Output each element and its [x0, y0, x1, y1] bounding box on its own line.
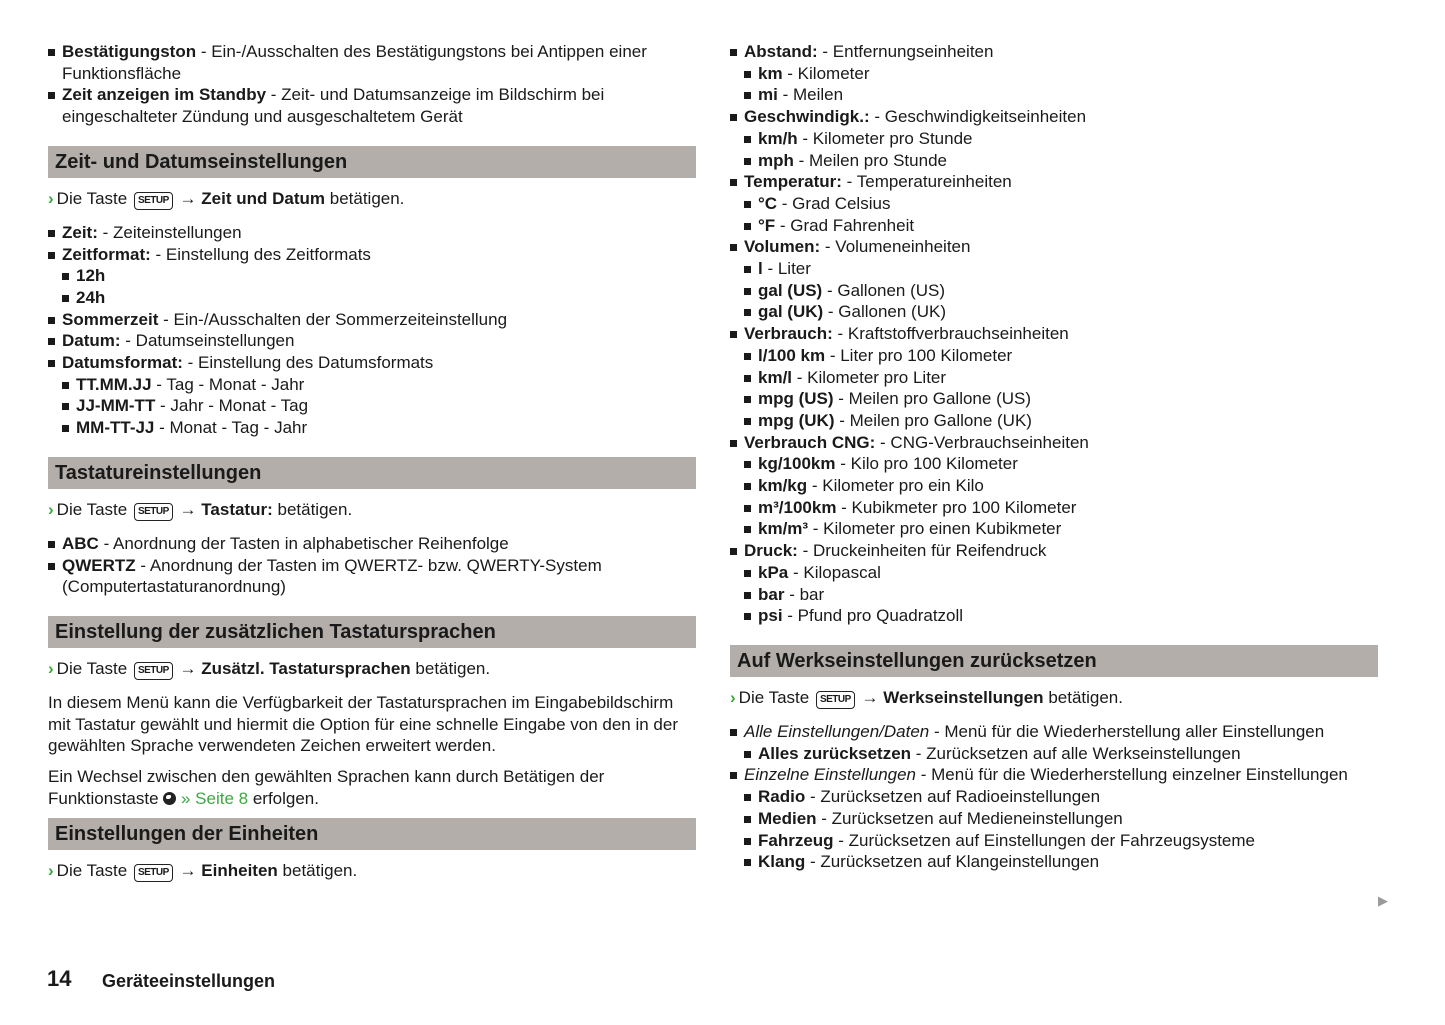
step-arrow: → — [179, 188, 197, 208]
list-item — [62, 287, 696, 309]
item-term: 12h — [76, 266, 106, 286]
list-item — [744, 830, 1378, 852]
list-item — [730, 41, 1378, 63]
bullet-list — [730, 41, 1378, 627]
item-term: Alles zurücksetzen — [758, 743, 912, 763]
item-description: - Kraftstoffverbrauchseinheiten — [832, 324, 1069, 344]
item-description: - Zeit- und Datumsanzeige im Bildschirm bei eingeschalteter Zündung und ausgeschaltetem Gerät — [62, 85, 605, 127]
list-item — [744, 584, 1378, 606]
item-term: Zeit anzeigen im Standby — [62, 85, 267, 105]
instruction-step — [48, 658, 696, 680]
step-arrow-icon: › — [48, 188, 54, 208]
item-term: km/l — [758, 367, 793, 387]
section-heading: Tastatureinstellungen — [48, 457, 696, 489]
item-description: - Kilopascal — [788, 562, 881, 582]
item-term: kg/100km — [758, 454, 836, 474]
item-term: Geschwindigk.: — [744, 107, 870, 127]
page-link[interactable]: » Seite 8 — [176, 788, 249, 808]
item-term: l — [758, 259, 763, 279]
item-term: l/100 km — [758, 345, 826, 365]
item-term: MM-TT-JJ — [76, 418, 155, 438]
item-term: Alle Einstellungen/Daten — [744, 721, 930, 741]
section-heading: Auf Werkseinstellungen zurücksetzen — [730, 645, 1378, 677]
item-description: - Monat - Tag - Jahr — [154, 418, 308, 438]
item-description: - Kilometer pro ein Kilo — [807, 476, 984, 496]
instruction-step — [730, 687, 1378, 709]
list-item — [744, 150, 1378, 172]
step-arrow-icon: › — [730, 687, 736, 707]
item-term: JJ-MM-TT — [76, 396, 156, 416]
list-item — [730, 721, 1378, 743]
step-suffix: betätigen. — [1048, 687, 1123, 707]
list-item — [62, 417, 696, 439]
item-term: mpg (UK) — [758, 410, 835, 430]
step-arrow: → — [179, 861, 197, 881]
item-description: - Zurücksetzen auf Radioeinstellungen — [805, 787, 1101, 807]
item-term: Temperatur: — [744, 172, 842, 192]
list-item — [730, 106, 1378, 128]
step-target: Tastatur: — [201, 499, 273, 519]
item-term: Radio — [758, 787, 806, 807]
step-suffix: betätigen. — [277, 499, 353, 519]
item-term: mpg (US) — [758, 389, 834, 409]
list-item — [744, 345, 1378, 367]
list-item — [744, 84, 1378, 106]
list-item — [744, 808, 1378, 830]
item-description: - Meilen pro Stunde — [793, 150, 947, 170]
item-description: - Datumseinstellungen — [120, 331, 295, 351]
item-term: kPa — [758, 562, 789, 582]
list-item — [48, 533, 696, 555]
list-item — [744, 562, 1378, 584]
step-target: Einheiten — [201, 861, 278, 881]
list-item — [48, 352, 696, 374]
step-arrow-icon: › — [48, 658, 54, 678]
item-description: - Ein-/Ausschalten der Sommerzeiteinstellung — [158, 309, 508, 329]
item-term: psi — [758, 606, 783, 626]
item-term: Volumen: — [744, 237, 821, 257]
item-term: km/h — [758, 128, 798, 148]
setup-key-icon: SETUP — [134, 864, 173, 882]
step-suffix: betätigen. — [282, 861, 358, 881]
item-description: - Menü für die Wiederherstellung aller Einstellungen — [929, 721, 1325, 741]
item-description: - Temperatureinheiten — [841, 172, 1012, 192]
item-description: - Zurücksetzen auf Klangeinstellungen — [805, 852, 1100, 872]
step-prefix: Die Taste — [56, 188, 128, 208]
setup-key-icon: SETUP — [816, 691, 855, 709]
bullet-list — [48, 222, 696, 439]
item-description: - Kilometer pro Stunde — [797, 128, 973, 148]
item-description: - Anordnung der Tasten im QWERTZ- bzw. QWERTY-System (Computertastaturanordnung) — [62, 555, 602, 597]
next-page-arrow-icon[interactable]: ▶ — [1378, 893, 1388, 908]
list-item — [62, 395, 696, 417]
item-description: - Einstellung des Zeitformats — [150, 244, 371, 264]
paragraph-text: Ein Wechsel zwischen den gewählten Sprachen kann durch Betätigen der Funktionstaste — [48, 767, 605, 808]
list-item — [744, 497, 1378, 519]
list-item — [744, 215, 1378, 237]
bullet-list — [48, 533, 696, 598]
item-term: ABC — [62, 533, 99, 553]
list-item — [744, 453, 1378, 475]
item-term: Verbrauch CNG: — [744, 432, 876, 452]
item-term: Zeit: — [62, 222, 98, 242]
item-description: - Menü für die Wiederherstellung einzelner Einstellungen — [916, 765, 1348, 785]
item-term: Bestätigungston — [62, 42, 197, 61]
step-arrow: → — [861, 687, 879, 707]
list-item — [48, 41, 696, 84]
item-term: Druck: — [744, 541, 798, 561]
item-term: Abstand: — [744, 42, 818, 61]
item-description: - Jahr - Monat - Tag — [155, 396, 309, 416]
list-item — [744, 605, 1378, 627]
item-description: - Einstellung des Datumsformats — [182, 353, 434, 373]
item-term: Klang — [758, 852, 806, 872]
list-item — [744, 743, 1378, 765]
section-heading: Einstellungen der Einheiten — [48, 818, 696, 850]
list-item — [48, 309, 696, 331]
item-description: - Liter pro 100 Kilometer — [825, 345, 1013, 365]
step-suffix: betätigen. — [329, 188, 405, 208]
item-description: - Meilen pro Gallone (UK) — [834, 410, 1032, 430]
list-item — [744, 851, 1378, 873]
item-term: m³/100km — [758, 497, 837, 517]
bullet-list — [48, 41, 696, 128]
list-item — [744, 388, 1378, 410]
list-item — [730, 323, 1378, 345]
item-term: °F — [758, 215, 776, 235]
item-description: - Grad Fahrenheit — [775, 215, 915, 235]
item-term: °C — [758, 193, 778, 213]
item-term: QWERTZ — [62, 555, 136, 575]
list-item — [730, 171, 1378, 193]
step-prefix: Die Taste — [56, 499, 128, 519]
instruction-step — [48, 188, 696, 210]
list-item — [744, 475, 1378, 497]
list-item — [730, 236, 1378, 258]
item-term: km/kg — [758, 476, 808, 496]
left-column — [48, 41, 696, 894]
list-item — [48, 222, 696, 244]
paragraph — [48, 692, 696, 757]
item-description: - Gallonen (US) — [822, 280, 946, 300]
item-description: - Kubikmeter pro 100 Kilometer — [836, 497, 1077, 517]
step-arrow: → — [179, 499, 197, 519]
step-prefix: Die Taste — [56, 658, 128, 678]
list-item — [62, 374, 696, 396]
item-description: - Gallonen (UK) — [823, 302, 946, 322]
item-description: - Zeiteinstellungen — [97, 222, 242, 242]
item-description: - Kilometer — [782, 63, 870, 83]
item-term: TT.MM.JJ — [76, 374, 152, 394]
step-target: Zusätzl. Tastatursprachen — [201, 658, 411, 678]
item-description: - Pfund pro Quadratzoll — [782, 606, 964, 626]
item-description: - Anordnung der Tasten in alphabetischer Reihenfolge — [98, 533, 509, 553]
page-number: 14 — [47, 966, 72, 991]
item-term: bar — [758, 584, 785, 604]
item-description: - Kilo pro 100 Kilometer — [835, 454, 1018, 474]
list-item — [48, 555, 696, 598]
item-description: - Meilen — [777, 85, 844, 105]
list-item — [744, 410, 1378, 432]
instruction-step — [48, 860, 696, 882]
item-description: - CNG-Verbrauchseinheiten — [875, 432, 1089, 452]
item-term: km — [758, 63, 783, 83]
item-description: - Druckeinheiten für Reifendruck — [797, 541, 1047, 561]
item-term: gal (UK) — [758, 302, 824, 322]
list-item — [48, 244, 696, 266]
item-description: - Kilometer pro einen Kubikmeter — [808, 519, 1062, 539]
step-suffix: betätigen. — [415, 658, 491, 678]
section-heading: Einstellung der zusätzlichen Tastatursprachen — [48, 616, 696, 648]
item-description: - Meilen pro Gallone (US) — [833, 389, 1032, 409]
chapter-title: Geräteeinstellungen — [102, 971, 276, 991]
item-description: - Ein-/Ausschalten des Bestätigungstons bei Antippen einer Funktionsfläche — [62, 42, 647, 83]
item-term: mph — [758, 150, 794, 170]
item-term: km/m³ — [758, 519, 809, 539]
list-item — [48, 84, 696, 127]
step-target: Werkseinstellungen — [883, 687, 1044, 707]
item-description: - Entfernungseinheiten — [817, 42, 994, 61]
item-description: - Liter — [762, 259, 811, 279]
item-term: gal (US) — [758, 280, 823, 300]
item-term: Datumsformat: — [62, 353, 183, 373]
item-description: - Tag - Monat - Jahr — [151, 374, 305, 394]
item-description: - Kilometer pro Liter — [792, 367, 947, 387]
item-description: - Zurücksetzen auf Medieneinstellungen — [816, 808, 1123, 828]
list-item — [62, 265, 696, 287]
setup-key-icon: SETUP — [134, 192, 173, 210]
paragraph — [48, 766, 696, 809]
step-target: Zeit und Datum — [201, 188, 325, 208]
step-arrow-icon: › — [48, 499, 54, 519]
step-prefix: Die Taste — [56, 861, 128, 881]
list-item — [744, 63, 1378, 85]
step-arrow-icon: › — [48, 861, 54, 881]
item-description: - Volumeneinheiten — [820, 237, 971, 257]
list-item — [730, 540, 1378, 562]
list-item — [744, 193, 1378, 215]
list-item — [744, 367, 1378, 389]
list-item — [48, 330, 696, 352]
setup-key-icon: SETUP — [134, 662, 173, 680]
list-item — [744, 258, 1378, 280]
step-prefix: Die Taste — [738, 687, 810, 707]
item-description: - Zurücksetzen auf alle Werkseinstellungen — [911, 743, 1241, 763]
paragraph-text: In diesem Menü kann die Verfügbarkeit der Tastatursprachen im Eingabebildschirm mit Tastatur gewählt und hiermit die Option für eine schnelle Eingabe von den in der gewählten Sprache verwendeten Zeichen erweitert werden. — [48, 692, 679, 756]
list-item — [744, 128, 1378, 150]
item-term: Verbrauch: — [744, 324, 833, 344]
instruction-step — [48, 499, 696, 521]
list-item — [744, 786, 1378, 808]
bullet-list — [730, 721, 1378, 873]
section-heading: Zeit- und Datumseinstellungen — [48, 146, 696, 178]
item-description: - Zurücksetzen auf Einstellungen der Fahrzeugsysteme — [833, 830, 1255, 850]
right-column — [730, 41, 1378, 891]
item-term: mi — [758, 85, 778, 105]
list-item — [744, 280, 1378, 302]
item-term: Sommerzeit — [62, 309, 159, 329]
item-term: Fahrzeug — [758, 830, 834, 850]
item-term: 24h — [76, 287, 106, 307]
item-description: - Grad Celsius — [777, 193, 891, 213]
list-item — [744, 301, 1378, 323]
item-description: - Geschwindigkeitseinheiten — [869, 107, 1087, 127]
paragraph-text: erfolgen. — [248, 788, 319, 808]
setup-key-icon: SETUP — [134, 503, 173, 521]
item-term: Einzelne Einstellungen — [744, 765, 917, 785]
list-item — [730, 432, 1378, 454]
list-item — [730, 764, 1378, 786]
globe-icon — [163, 792, 176, 805]
item-term: Zeitformat: — [62, 244, 151, 264]
item-term: Medien — [758, 808, 817, 828]
item-description: - bar — [784, 584, 825, 604]
step-arrow: → — [179, 658, 197, 678]
item-term: Datum: — [62, 331, 121, 351]
list-item — [744, 518, 1378, 540]
